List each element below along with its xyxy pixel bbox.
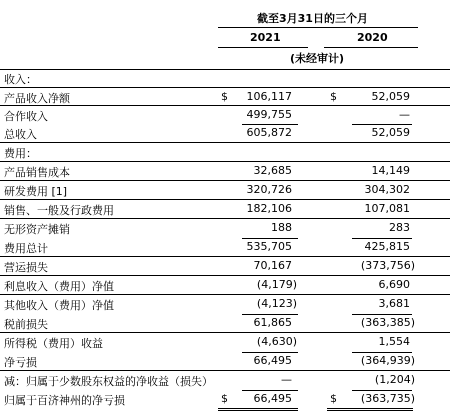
value-2020: —	[399, 108, 410, 121]
row-separator	[0, 142, 450, 143]
value-2021: —	[281, 373, 292, 386]
subtotal-rule	[242, 124, 298, 125]
subtotal-rule	[242, 238, 298, 239]
value-2021: 61,865	[253, 316, 292, 329]
row-separator	[0, 370, 450, 371]
row-net-loss	[0, 352, 450, 370]
value-2021: 605,872	[246, 126, 292, 139]
value-2020: 6,690	[378, 278, 410, 291]
row-revenue-section	[0, 69, 450, 87]
row-label: 营运损失	[4, 261, 48, 274]
row-separator	[0, 256, 450, 257]
value-2020: 52,059	[371, 90, 410, 103]
row-total-expenses	[0, 238, 450, 256]
row-label: 收入：	[4, 73, 37, 86]
value-2020: (363,385)	[360, 316, 415, 329]
subtotal-rule	[242, 314, 298, 315]
value-2020: (1,204)	[374, 373, 415, 386]
row-cost-of-sales	[0, 162, 450, 180]
value-2021: 70,167	[253, 259, 292, 272]
value-2020: 107,081	[364, 202, 410, 215]
total-double-rule	[327, 408, 413, 411]
value-2020: 425,815	[364, 240, 410, 253]
value-2021: 535,705	[246, 240, 292, 253]
row-label: 所得税（费用）收益	[4, 337, 103, 350]
value-2021: 106,117	[246, 90, 292, 103]
row-separator	[0, 199, 450, 200]
value-2021: 499,755	[246, 108, 292, 121]
row-separator	[0, 332, 450, 333]
row-rd-expense	[0, 181, 450, 199]
row-label: 产品收入净额	[4, 92, 70, 105]
row-other-income	[0, 295, 450, 313]
row-amortization	[0, 219, 450, 237]
row-separator	[0, 218, 450, 219]
row-pretax-loss	[0, 314, 450, 332]
period-header: 截至3月31日的三个月	[257, 12, 368, 25]
row-income-tax	[0, 333, 450, 351]
currency-2021: $	[221, 90, 228, 103]
value-2020: 3,681	[378, 297, 410, 310]
currency-2021: $	[221, 392, 228, 405]
row-separator	[0, 180, 450, 181]
row-label: 产品销售成本	[4, 166, 70, 179]
value-2020: (373,756)	[360, 259, 415, 272]
row-collaboration-revenue	[0, 106, 450, 124]
row-operating-loss	[0, 257, 450, 275]
value-2020: 304,302	[364, 183, 410, 196]
row-sga-expense	[0, 200, 450, 218]
currency-2020: $	[330, 90, 337, 103]
row-label: 利息收入（费用）净值	[4, 280, 114, 293]
row-separator	[0, 161, 450, 162]
row-total-revenue	[0, 124, 450, 142]
currency-2020: $	[330, 392, 337, 405]
subtotal-rule	[352, 314, 412, 315]
subtotal-rule	[352, 124, 412, 125]
header-rule	[218, 27, 418, 28]
value-2021: (4,630)	[256, 335, 297, 348]
row-label: 减：归属于少数股东权益的净收益（损失）	[4, 375, 213, 388]
row-expenses-section	[0, 143, 450, 161]
value-2020: 283	[389, 221, 410, 234]
row-separator	[0, 105, 450, 106]
column-2020-rule	[324, 47, 418, 48]
value-2021: 320,726	[246, 183, 292, 196]
value-2021: 66,495	[253, 354, 292, 367]
value-2021: 66,495	[253, 392, 292, 405]
row-interest-income	[0, 276, 450, 294]
row-label: 无形资产摊销	[4, 223, 70, 236]
row-product-revenue	[0, 88, 450, 106]
subtotal-rule	[242, 390, 298, 391]
row-net-loss-attributable	[0, 390, 450, 408]
row-label: 研发费用 [1]	[4, 185, 68, 198]
subtotal-rule	[352, 390, 412, 391]
value-2021: 188	[271, 221, 292, 234]
row-label: 归属于百济神州的净亏损	[4, 394, 125, 407]
row-separator	[0, 87, 450, 88]
row-label: 费用：	[4, 147, 37, 160]
row-label: 净亏损	[4, 356, 37, 369]
row-minority-interest	[0, 371, 450, 389]
value-2020: (363,735)	[360, 392, 415, 405]
value-2021: 32,685	[253, 164, 292, 177]
row-label: 其他收入（费用）净值	[4, 299, 114, 312]
row-separator	[0, 275, 450, 276]
column-2021-header: 2021	[250, 31, 281, 44]
unaudited-note: (未经审计)	[290, 52, 345, 65]
column-2021-rule	[218, 47, 308, 48]
row-label: 合作收入	[4, 110, 48, 123]
row-label: 费用总计	[4, 242, 48, 255]
subtotal-rule	[352, 238, 412, 239]
value-2021: (4,123)	[256, 297, 297, 310]
row-label: 税前损失	[4, 318, 48, 331]
row-label: 总收入	[4, 128, 37, 141]
value-2020: 14,149	[371, 164, 410, 177]
subtotal-rule	[242, 352, 298, 353]
column-2020-header: 2020	[357, 31, 388, 44]
value-2021: 182,106	[246, 202, 292, 215]
value-2020: 52,059	[371, 126, 410, 139]
total-double-rule	[218, 408, 298, 411]
row-label: 销售、一般及行政费用	[4, 204, 114, 217]
row-separator	[0, 294, 450, 295]
subtotal-rule	[352, 352, 412, 353]
value-2021: (4,179)	[256, 278, 297, 291]
value-2020: 1,554	[378, 335, 410, 348]
value-2020: (364,939)	[360, 354, 415, 367]
